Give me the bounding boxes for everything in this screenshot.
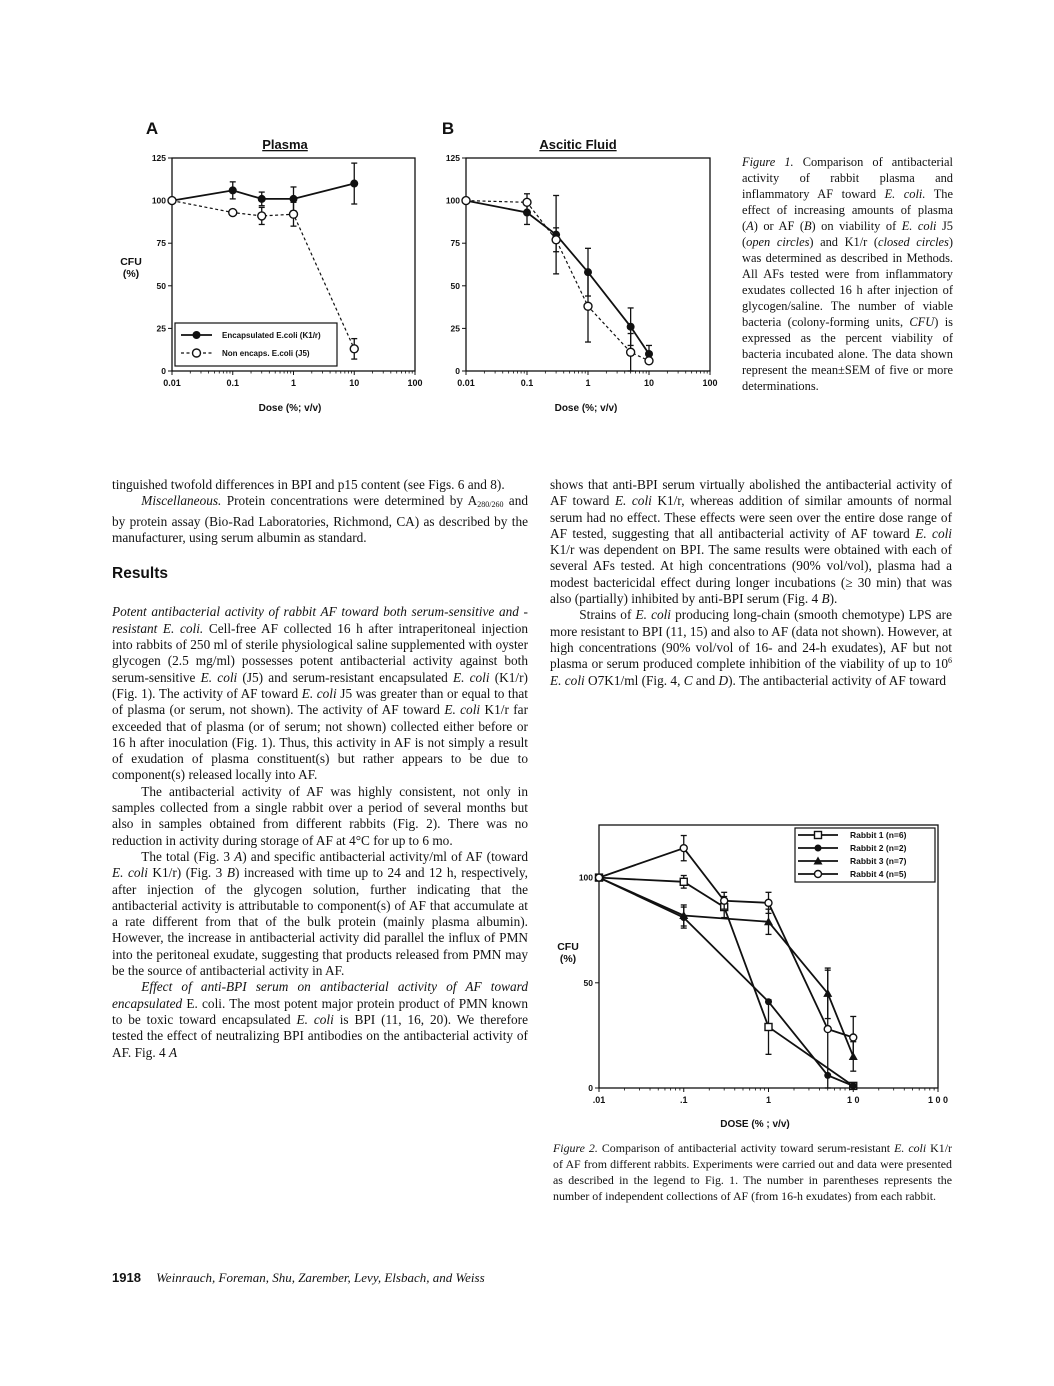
- legend-box: [175, 323, 337, 366]
- x-tick-label: 1: [585, 378, 591, 388]
- text-run: A: [168, 1044, 178, 1060]
- text-run: E. coli: [444, 702, 481, 718]
- y-tick-label: 100: [151, 195, 166, 206]
- x-tick-label: 1 0: [846, 1095, 860, 1105]
- legend-label: Rabbit 3 (n=7): [850, 856, 907, 866]
- y-axis-label: (%): [122, 268, 140, 280]
- open-circle-marker: [596, 874, 603, 881]
- text-run: The antibacterial activity of AF was highly consistent, not only in samples collected from a single rabbit over a period of several months but also in samples obtained from different rabbits (Fig. 2). There was no reduction in activity during storage of AF at 4°C for up to 6 mo.: [112, 783, 528, 848]
- text-run: C: [683, 672, 693, 688]
- text-run: A: [746, 219, 754, 233]
- paragraph: [112, 849, 528, 979]
- text-run: J5 (: [742, 219, 953, 249]
- y-tick-label: 125: [445, 153, 460, 163]
- text-run: Comparison of antibacterial activity of rabbit plasma and inflammatory AF toward: [742, 155, 953, 201]
- text-run: shows that anti-BPI serum virtually abolished the antibacterial activity of AF toward: [550, 477, 952, 509]
- x-tick-label: 0.01: [457, 378, 475, 388]
- page-footer: [112, 1270, 485, 1286]
- x-tick-label: 10: [349, 378, 360, 388]
- x-tick-label: 1 0 0: [927, 1095, 949, 1105]
- paragraph: [550, 607, 952, 688]
- text-run: 6: [948, 656, 952, 666]
- text-run: A: [234, 848, 243, 864]
- filled-circle-marker: [815, 845, 822, 852]
- text-run: is BPI (11, 16, 20). We therefore tested the effect of neutralizing BPI antibodies on the antibacterial activity of AF. Fig. 4: [112, 1011, 528, 1060]
- text-run: and: [692, 672, 719, 688]
- x-tick-label: 100: [407, 378, 423, 388]
- y-tick-label: 50: [583, 977, 593, 988]
- paragraph: [112, 784, 528, 849]
- open-circle-marker: [350, 345, 358, 353]
- text-run: K1/r was dependent on BPI. The same results were obtained with each of several AFs tested. At high concentrations (90% vol/vol), plasma had a modest bactericidal effect during longer incubations (≥ 30 min) that was also (partially) inhibited by anti-BPI serum (Fig. 4: [550, 542, 952, 607]
- text-run: closed circles: [878, 235, 949, 249]
- y-axis-label: (%): [559, 953, 577, 965]
- text-run: Protein concentrations were determined by A: [221, 493, 478, 509]
- text-run: producing long-chain (smooth chemotype) LPS are more resistant to BPI (11, 15) and also to AF (data not shown). However, at high concentrations (90% vol/vol of 16- and 24-h exudates), AF but not plasma or serum produced complete inhibition of the viability of up to 10: [550, 607, 952, 672]
- chart-title: Plasma: [262, 137, 308, 152]
- open-circle-marker: [552, 236, 560, 244]
- paragraph: [112, 979, 528, 1060]
- legend-label: Non encaps. E.coli (J5): [222, 349, 310, 358]
- chart-title: Ascitic Fluid: [539, 137, 617, 152]
- open-square-marker: [680, 878, 687, 885]
- text-run: B: [821, 591, 830, 607]
- x-tick-label: .01: [592, 1095, 606, 1105]
- text-run: Cell-free AF collected 16 h after intraperitoneal injection into rabbits of 250 ml of sterile physiological saline supplemented with oyster glycogen (2.5 mg/ml) possesses potent antibacterial activity against both serum-sensitive: [112, 620, 528, 685]
- text-run: CFU: [909, 315, 935, 329]
- panel-label: A: [145, 119, 159, 138]
- text-run: (K1/r) (Fig. 1). The activity of AF toward: [112, 669, 528, 701]
- x-tick-label: 0.1: [520, 378, 534, 388]
- filled-circle-marker: [258, 195, 266, 203]
- paragraph: [550, 477, 952, 607]
- text-run: The effect of increasing amounts of plasma (: [742, 187, 953, 233]
- open-circle-marker: [229, 209, 237, 217]
- y-tick-label: 25: [450, 323, 460, 334]
- y-tick-label: 100: [445, 195, 460, 206]
- text-run: E. coli: [901, 219, 937, 233]
- open-circle-marker: [815, 871, 822, 878]
- text-run: ). The antibacterial activity of AF toward: [728, 672, 947, 688]
- text-run: Figure 2.: [553, 1141, 598, 1155]
- text-run: E. coli: [296, 1011, 334, 1027]
- text-run: E. coli.: [884, 187, 926, 201]
- x-axis-label: Dose (%; v/v): [554, 403, 618, 414]
- text-run: Comparison of antibacterial activity toward serum-resistant: [597, 1141, 895, 1155]
- open-circle-marker: [824, 1026, 831, 1033]
- text-run: E. coli: [915, 525, 952, 541]
- text-run: E. coli: [200, 669, 238, 685]
- text-run: (J5) and serum-resistant encapsulated: [237, 669, 453, 685]
- text-run: ).: [829, 591, 838, 607]
- open-circle-marker: [523, 198, 531, 206]
- y-tick-label: 75: [450, 238, 460, 249]
- text-run: Miscellaneous.: [141, 493, 222, 509]
- legend-label: Rabbit 1 (n=6): [850, 830, 907, 840]
- text-run: ) or AF (: [753, 219, 804, 233]
- text-run: E. coli: [894, 1141, 927, 1155]
- x-tick-label: 0.1: [226, 378, 240, 388]
- open-circle-marker: [258, 212, 266, 220]
- text-run: E. coli: [614, 493, 652, 509]
- y-tick-label: 50: [156, 280, 166, 291]
- filled-circle-marker: [350, 180, 358, 188]
- filled-circle-marker: [627, 323, 635, 331]
- panel-label: B: [441, 119, 455, 138]
- text-run: open circles: [746, 235, 810, 249]
- x-tick-label: 1: [290, 378, 297, 388]
- open-circle-marker: [850, 1034, 857, 1041]
- legend-label: Rabbit 2 (n=2): [850, 843, 907, 853]
- text-run: E. coli: [550, 672, 585, 688]
- text-run: E. coli: [112, 865, 148, 881]
- series-1: [462, 194, 653, 371]
- filled-circle-marker: [229, 186, 237, 194]
- x-tick-label: 0.01: [163, 378, 181, 388]
- x-tick-label: 1: [765, 1095, 772, 1105]
- open-circle-marker: [627, 348, 635, 356]
- text-run: B: [803, 219, 812, 233]
- filled-circle-marker: [765, 998, 772, 1005]
- y-axis-label: CFU: [120, 256, 142, 268]
- text-run: Strains of: [579, 607, 636, 623]
- legend-label: Rabbit 4 (n=5): [850, 869, 907, 879]
- y-tick-label: 50: [450, 280, 460, 291]
- text-run: K1/r far exceeded that of plasma (or of serum; not shown) collected either before or 16 h after inoculation (Fig. 1). Thus, this activity in AF is not simply a result of exudation of plasma constituent(s) but rather appears to be due to component(s) released locally into AF.: [112, 702, 529, 783]
- open-square-marker: [765, 1023, 772, 1030]
- open-circle-marker: [680, 845, 687, 852]
- text-run: E. coli: [452, 669, 490, 685]
- y-axis-label: CFU: [557, 941, 579, 953]
- text-run: E. coli. The most potent major protein product of PMN known to be toxic toward encapsulated: [112, 995, 528, 1027]
- text-run: E. coli: [301, 685, 337, 701]
- chart-legend: [175, 323, 337, 366]
- series-0: [168, 163, 358, 211]
- open-circle-marker: [290, 210, 298, 218]
- x-tick-label: 10: [643, 378, 655, 388]
- text-run: ) is expressed as the percent viability of bacteria incubated alone. The data shown represent the mean±SEM of five or more determinations.: [742, 315, 953, 393]
- series-line: [466, 201, 649, 354]
- x-tick-label: 100: [702, 378, 718, 388]
- text-run: tinguished twofold differences in BPI and p15 content (see Figs. 6 and 8).: [112, 477, 505, 492]
- text-run: E. coli: [635, 607, 672, 623]
- left-text-column: [112, 477, 528, 1061]
- paragraph: [112, 604, 528, 783]
- chart-A: [168, 158, 415, 375]
- text-run: K1/r of AF from different rabbits. Experiments were carried out and data were presented as described in the legend to Fig. 1. The number in parentheses represents the number of independent collections of AF (from 16-h exudates) from each rabbit.: [553, 1141, 952, 1203]
- y-tick-label: 100: [578, 872, 593, 883]
- running-authors: Weinrauch, Foreman, Shu, Zarember, Levy, Elsbach, and Weiss: [156, 1270, 485, 1285]
- page-number: 1918: [112, 1270, 141, 1285]
- text-run: ) and K1/r (: [809, 235, 879, 249]
- section-heading: Results: [112, 565, 168, 583]
- filled-circle-marker: [193, 331, 201, 339]
- y-tick-label: 0: [455, 366, 460, 376]
- text-run: K1/r) (Fig. 3: [147, 865, 227, 881]
- text-run: Effect of anti-BPI serum on antibacterial activity of AF toward encapsulated: [112, 979, 528, 1011]
- y-tick-label: 75: [156, 238, 166, 249]
- chart-B: [462, 158, 710, 375]
- y-tick-label: 25: [156, 323, 166, 334]
- text-run: The total (Fig. 3: [141, 848, 235, 864]
- text-run: B: [226, 865, 235, 881]
- text-run: J5 was greater than or equal to that of plasma (or serum, not shown). The activity of AF toward: [112, 685, 528, 718]
- open-circle-marker: [584, 302, 592, 310]
- series-0: [462, 195, 653, 362]
- y-tick-label: 0: [588, 1083, 593, 1093]
- text-run: 280/260: [477, 500, 504, 510]
- figure-1-caption: [742, 154, 953, 394]
- text-run: K1/r, whereas addition of similar amounts of normal serum had no effect. These effects were seen over the entire dose range of AF tested, suggesting that all antibacterial activity of AF toward: [550, 493, 952, 541]
- text-run: and by protein assay (Bio-Rad Laboratories, Richmond, CA) as described by the manufacturer, using serum albumin as standard.: [112, 493, 528, 545]
- paragraph: [112, 493, 528, 546]
- text-run: Figure 1.: [742, 155, 794, 169]
- y-tick-label: 0: [161, 366, 166, 376]
- filled-circle-marker: [850, 1082, 857, 1089]
- right-text-column: [550, 477, 952, 689]
- open-circle-marker: [721, 897, 728, 904]
- open-circle-marker: [193, 349, 201, 357]
- text-run: ) increased with time up to 24 and 12 h, respectively, after injection of the glycogen solution, further indicating that the antibacterial activity is attributable to component(s) of AF that accumulate at a rate different from that of the bulk protein (mainly plasma albumin). However, the increase in antibacterial activity did parallel the influx of PMN into the peritoneal exudate, suggesting that products released from PMN may be the source of antibacterial activity in AF.: [112, 865, 528, 979]
- open-circle-marker: [168, 197, 176, 205]
- open-circle-marker: [462, 197, 470, 205]
- x-tick-label: .1: [679, 1095, 688, 1105]
- text-run: O7K1/ml (Fig. 4,: [584, 672, 684, 688]
- text-run: D: [718, 672, 729, 688]
- text-run: Potent antibacterial activity of rabbit AF toward both serum-sensitive and -resistant E. coli.: [112, 604, 528, 636]
- text-run: ) on viability of: [811, 219, 902, 233]
- y-tick-label: 125: [151, 153, 166, 163]
- x-axis-label: Dose (%; v/v): [258, 403, 322, 414]
- x-axis-label: DOSE (% ; v/v): [720, 1119, 790, 1130]
- text-run: ) and specific antibacterial activity/ml of AF (toward: [242, 848, 529, 864]
- figure-2-caption: [553, 1140, 952, 1204]
- text-run: ) was determined as described in Methods. All AFs tested were from inflammatory exudates collected 16 h after injection of glycogen/saline. The number of viable bacteria (colony-forming units,: [742, 235, 953, 329]
- open-square-marker: [815, 832, 822, 839]
- series-line: [466, 201, 649, 361]
- legend-label: Encapsulated E.coli (K1/r): [222, 331, 321, 340]
- open-circle-marker: [645, 357, 653, 365]
- open-circle-marker: [765, 899, 772, 906]
- paragraph: [112, 477, 528, 493]
